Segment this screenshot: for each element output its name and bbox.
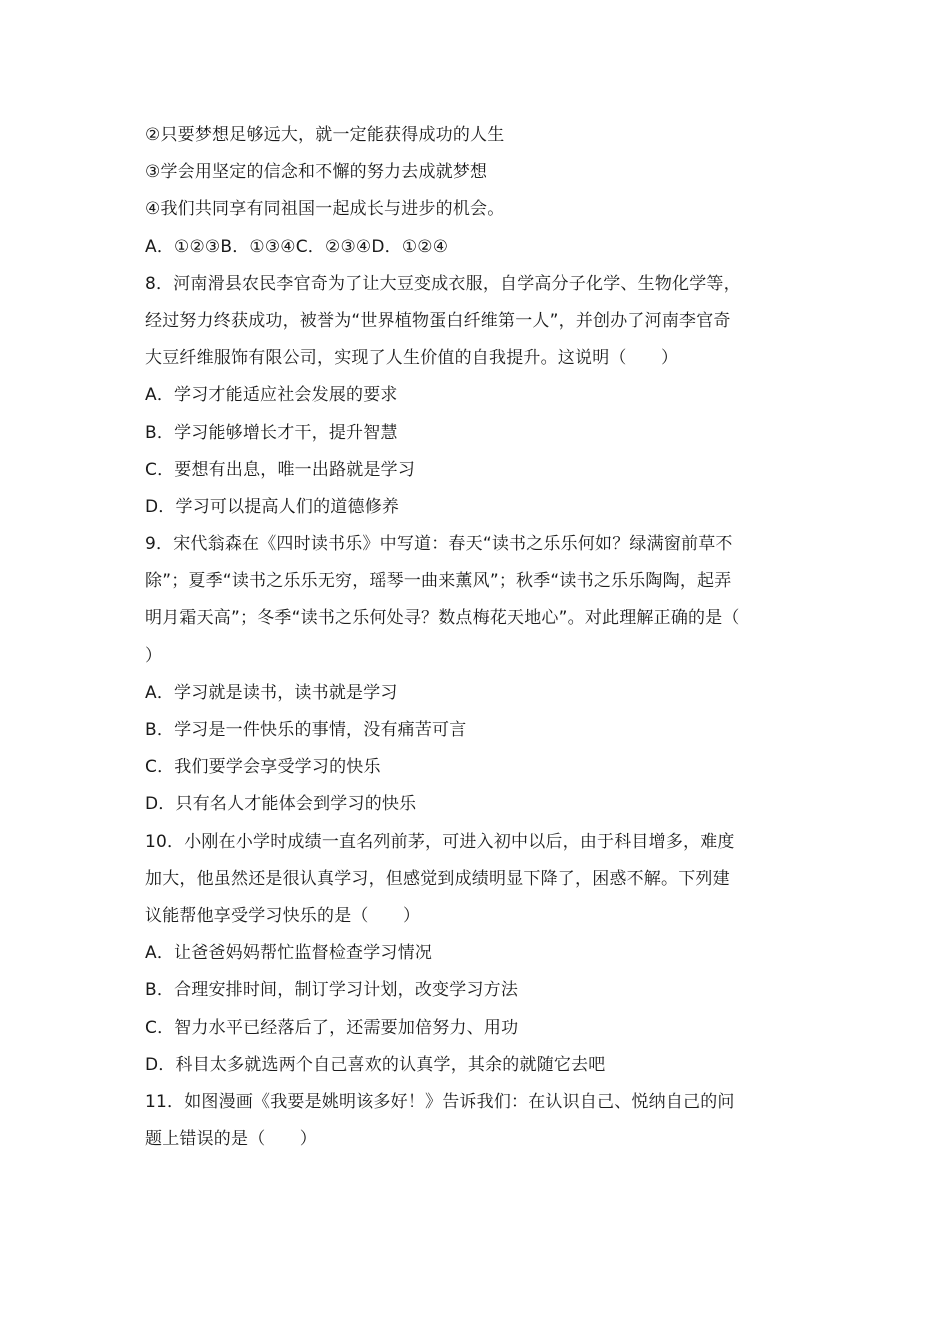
- q10-choice-a: A．让爸爸妈妈帮忙监督检查学习情况: [145, 943, 433, 964]
- q8-choice-d: D．学习可以提高人们的道德修养: [145, 496, 400, 517]
- q9-stem-line-4: ）: [145, 645, 163, 666]
- q11-stem-line-1: 11．如图漫画《我要是姚明该多好！》告诉我们：在认识自己、悦纳自己的问: [145, 1091, 735, 1112]
- q9-choice-b: B．学习是一件快乐的事情，没有痛苦可言: [145, 720, 467, 740]
- option-line-4: ④我们共同享有同祖国一起成长与进步的机会。: [145, 199, 505, 220]
- q7-answer-choices: A．①②③B．①③④C．②③④D．①②④: [145, 236, 449, 257]
- q10-stem-line-1: 10．小刚在小学时成绩一直名列前茅，可进入初中以后，由于科目增多，难度: [145, 831, 735, 852]
- q10-stem-line-2: 加大，他虽然还是很认真学习，但感觉到成绩明显下降了，困惑不解。下列建: [145, 868, 730, 889]
- q11-stem-line-2: 题上错误的是（ ）: [145, 1129, 317, 1150]
- q9-stem-line-1: 9．宋代翁森在《四时读书乐》中写道：春天“读书之乐乐何如？绿满窗前草不: [145, 534, 733, 555]
- q10-choice-d: D．科目太多就选两个自己喜欢的认真学，其余的就随它去吧: [145, 1054, 606, 1075]
- q8-choice-c: C．要想有出息，唯一出路就是学习: [145, 459, 416, 480]
- q10-choice-b: B．合理安排时间，制订学习计划，改变学习方法: [145, 980, 519, 1001]
- q8-choice-a: A．学习才能适应社会发展的要求: [145, 385, 398, 406]
- option-line-3: ③学会用坚定的信念和不懈的努力去成就梦想: [145, 162, 488, 183]
- q9-choice-d: D．只有名人才能体会到学习的快乐: [145, 794, 417, 815]
- q9-stem-line-2: 除”；夏季“读书之乐乐无穷，瑶琴一曲来薰风”；秋季“读书之乐乐陶陶，起弄: [145, 571, 732, 592]
- q9-choice-a: A．学习就是读书，读书就是学习: [145, 682, 398, 703]
- q10-stem-line-3: 议能帮他享受学习快乐的是（ ）: [145, 905, 421, 926]
- q9-choice-c: C．我们要学会享受学习的快乐: [145, 757, 381, 778]
- document-body: [145, 117, 805, 1158]
- q10-choice-c: C．智力水平已经落后了，还需要加倍努力、用功: [145, 1017, 519, 1038]
- option-line-2: ②只要梦想足够远大，就一定能获得成功的人生: [145, 125, 505, 145]
- q8-choice-b: B．学习能够增长才干，提升智慧: [145, 422, 398, 443]
- q9-stem-line-3: 明月霜天高”；冬季“读书之乐何处寻？数点梅花天地心”。对此理解正确的是（: [145, 608, 740, 629]
- q8-stem-line-2: 经过努力终获成功，被誉为“世界植物蛋白纤维第一人”，并创办了河南李官奇: [145, 310, 731, 331]
- q8-stem-line-1: 8．河南滑县农民李官奇为了让大豆变成衣服，自学高分子化学、生物化学等，: [145, 273, 741, 294]
- q8-stem-line-3: 大豆纤维服饰有限公司，实现了人生价值的自我提升。这说明（ ）: [145, 348, 679, 369]
